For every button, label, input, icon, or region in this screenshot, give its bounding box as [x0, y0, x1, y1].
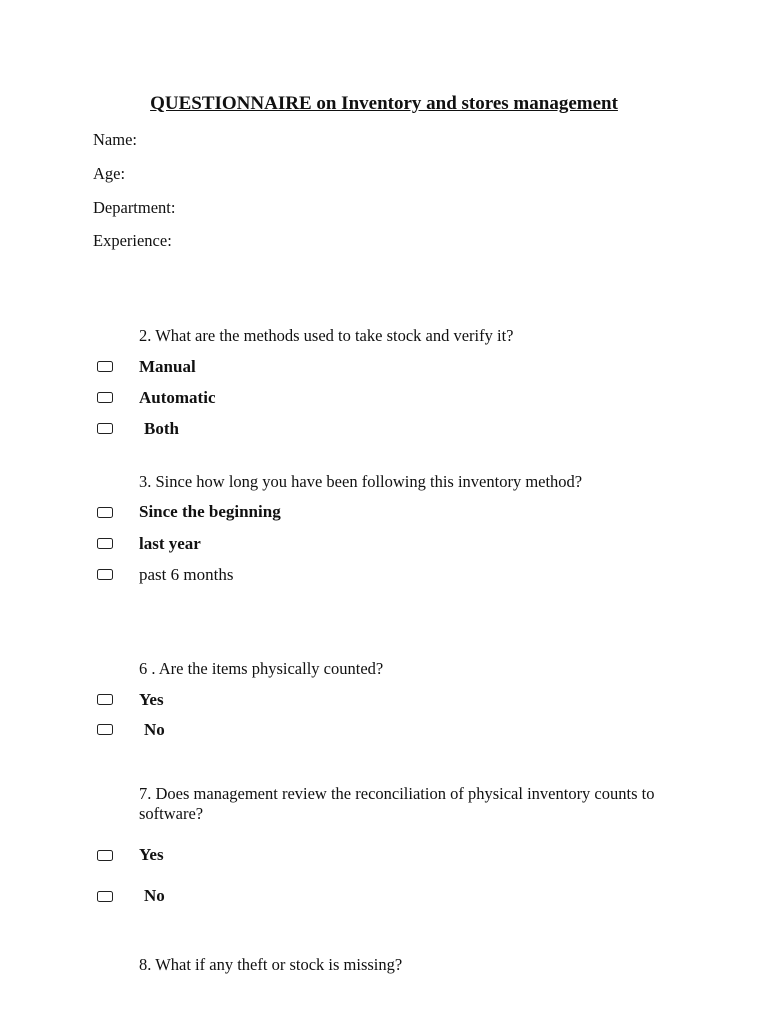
question-8-text: 8. What if any theft or stock is missing? — [139, 955, 403, 974]
checkbox-q7-yes[interactable] — [97, 850, 113, 861]
option-both-label: Both — [144, 419, 179, 438]
question-2-text: 2. What are the methods used to take stock and verify it? — [139, 326, 514, 345]
option-automatic-label: Automatic — [139, 388, 216, 407]
option-q7-yes-label: Yes — [139, 845, 164, 864]
option-since-the-beginning-label: Since the beginning — [139, 502, 281, 521]
checkbox-both[interactable] — [97, 423, 113, 434]
age-field-label: Age: — [93, 164, 126, 183]
checkbox-q6-yes[interactable] — [97, 694, 113, 705]
question-7-text: 7. Does management review the reconciliation of physical inventory counts to software? — [139, 784, 655, 823]
checkbox-q7-no[interactable] — [97, 891, 113, 902]
option-last-year-label: last year — [139, 534, 201, 553]
checkbox-manual[interactable] — [97, 361, 113, 372]
page-title: QUESTIONNAIRE on Inventory and stores management — [150, 93, 618, 114]
department-field-label: Department: — [93, 198, 176, 217]
checkbox-since-the-beginning[interactable] — [97, 507, 113, 518]
option-q7-no-label: No — [144, 886, 165, 905]
option-q6-no-label: No — [144, 720, 165, 739]
name-field-label: Name: — [93, 130, 137, 149]
checkbox-automatic[interactable] — [97, 392, 113, 403]
question-3-text: 3. Since how long you have been following this inventory method? — [139, 472, 583, 491]
option-manual-label: Manual — [139, 357, 196, 376]
option-q6-yes-label: Yes — [139, 690, 164, 709]
checkbox-past-6-months[interactable] — [97, 569, 113, 580]
checkbox-q6-no[interactable] — [97, 724, 113, 735]
checkbox-last-year[interactable] — [97, 538, 113, 549]
option-past-6-months-label: past 6 months — [139, 565, 234, 584]
question-6-text: 6 . Are the items physically counted? — [139, 659, 384, 678]
experience-field-label: Experience: — [93, 231, 172, 250]
